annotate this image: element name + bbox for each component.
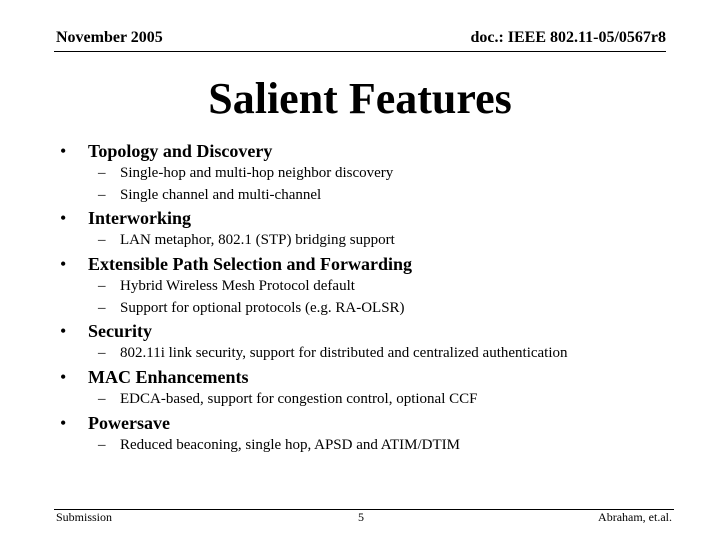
- dash-icon: –: [98, 391, 106, 407]
- slide-title: Salient Features: [208, 74, 512, 123]
- bullet-dot-icon: •: [60, 141, 67, 161]
- sub-bullet-text: LAN metaphor, 802.1 (STP) bridging support: [120, 232, 395, 248]
- dash-icon: –: [98, 165, 106, 181]
- bullet-label: Extensible Path Selection and Forwarding: [88, 254, 413, 274]
- footer-submission: Submission: [56, 510, 113, 524]
- dash-icon: –: [98, 187, 106, 203]
- dash-icon: –: [98, 232, 106, 248]
- dash-icon: –: [98, 278, 106, 294]
- sub-bullet-text: Support for optional protocols (e.g. RA-OLSR): [120, 300, 405, 316]
- bullet-dot-icon: •: [60, 254, 67, 274]
- sub-bullet-text: Reduced beaconing, single hop, APSD and ATIM/DTIM: [120, 437, 460, 453]
- sub-bullet-text: 802.11i link security, support for distributed and centralized authentication: [120, 345, 568, 361]
- bullet-label: Security: [88, 321, 152, 341]
- footer-page-number: 5: [358, 510, 364, 524]
- sub-bullet-text: Single channel and multi-channel: [120, 187, 322, 203]
- bullet-label: Interworking: [88, 208, 191, 228]
- bullet-dot-icon: •: [60, 321, 67, 341]
- dash-icon: –: [98, 437, 106, 453]
- header-date: November 2005: [56, 29, 163, 46]
- sub-bullet-text: EDCA-based, support for congestion control, optional CCF: [120, 391, 478, 407]
- sub-bullet-text: Hybrid Wireless Mesh Protocol default: [120, 278, 355, 294]
- bullet-label: Powersave: [88, 413, 170, 433]
- footer-divider: [54, 509, 674, 510]
- header-doc-id: doc.: IEEE 802.11-05/0567r8: [470, 29, 666, 46]
- bullet-label: Topology and Discovery: [88, 141, 273, 161]
- bullet-dot-icon: •: [60, 367, 67, 387]
- footer-authors: Abraham, et.al.: [598, 510, 672, 524]
- dash-icon: –: [98, 345, 106, 361]
- bullet-label: MAC Enhancements: [88, 367, 249, 387]
- sub-bullet-text: Single-hop and multi-hop neighbor discovery: [120, 165, 394, 181]
- bullet-dot-icon: •: [60, 413, 67, 433]
- bullet-dot-icon: •: [60, 208, 67, 228]
- dash-icon: –: [98, 300, 106, 316]
